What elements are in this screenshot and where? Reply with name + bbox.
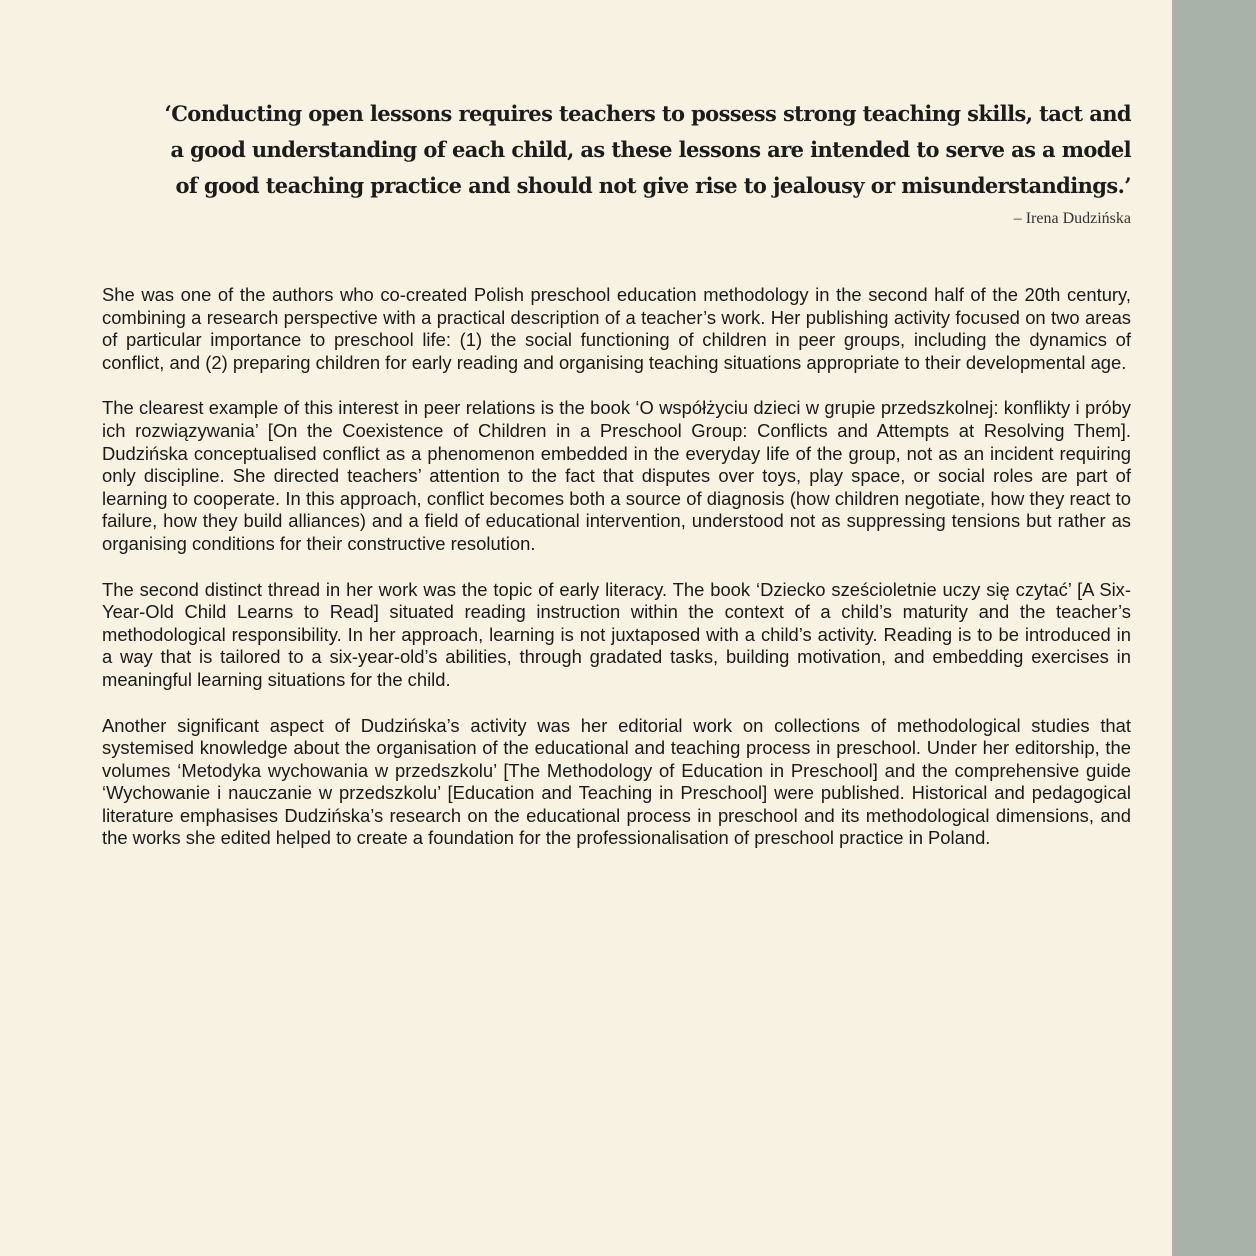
paragraph-1: She was one of the authors who co-created Polish preschool education methodology in the second half of the 20th century, combining a research perspective with a practical description of a teacher’s work. Her publishing activity focused on two areas of particular importance to preschool life: (1) the social functioning of children in peer groups, including the dynamics of conflict, and (2) preparing children for early reading and organising teaching situations appropriate to their developmental age. — [102, 284, 1131, 373]
quote-author: – Irena Dudzińska — [1013, 210, 1131, 227]
paragraph-3: The second distinct thread in her work was the topic of early literacy. The book ‘Dziecko sześcioletnie uczy się czytać’ [A Six-Year-Old Child Learns to Read] situated reading instruction within the context of a child’s maturity and the teacher’s methodological responsibility. In her approach, learning is not juxtaposed with a child’s activity. Reading is to be introduced in a way that is tailored to a six-year-old’s abilities, through gradated tasks, building motivation, and embedding exercises in meaningful learning situations for the child. — [102, 578, 1131, 690]
quote-text: ‘Conducting open lessons requires teachers to possess strong teaching skills, tact and a good understanding of each child, as these lessons are intended to serve as a model of good teaching practice and should not give rise to jealousy or misunderstandings.’ — [164, 101, 1131, 198]
side-band — [1172, 0, 1256, 1256]
paragraph-2: The clearest example of this interest in peer relations is the book ‘O współżyciu dzieci w grupie przedszkolnej: konflikty i próby ich rozwiązywania’ [On the Coexistence of Children in a Preschool Group: Conflicts and Attempts at Resolving Them]. Dudzińska conceptualised conflict as a phenomenon embedded in the everyday life of the group, not as an incident requiring only discipline. She directed teachers’ attention to the fact that disputes over toys, play space, or social roles are part of learning to cooperate. In this approach, conflict becomes both a source of diagnosis (how children negotiate, how they react to failure, how they build alliances) and a field of educational intervention, understood not as suppressing tensions but rather as organising conditions for their constructive resolution. — [102, 397, 1131, 554]
pull-quote — [150, 96, 1131, 230]
paragraph-4: Another significant aspect of Dudzińska’s activity was her editorial work on collections of methodological studies that systemised knowledge about the organisation of the educational and teaching process in preschool. Under her editorship, the volumes ‘Metodyka wychowania w przedszkolu’ [The Methodology of Education in Preschool] and the comprehensive guide ‘Wychowanie i nauczanie w przedszkolu’ [Education and Teaching in Preschool] were published. Historical and pedagogical literature emphasises Dudzińska’s research on the educational process in preschool and its methodological dimensions, and the works she edited helped to create a foundation for the professionalisation of preschool practice in Poland. — [102, 714, 1131, 849]
body-text — [102, 284, 1131, 873]
